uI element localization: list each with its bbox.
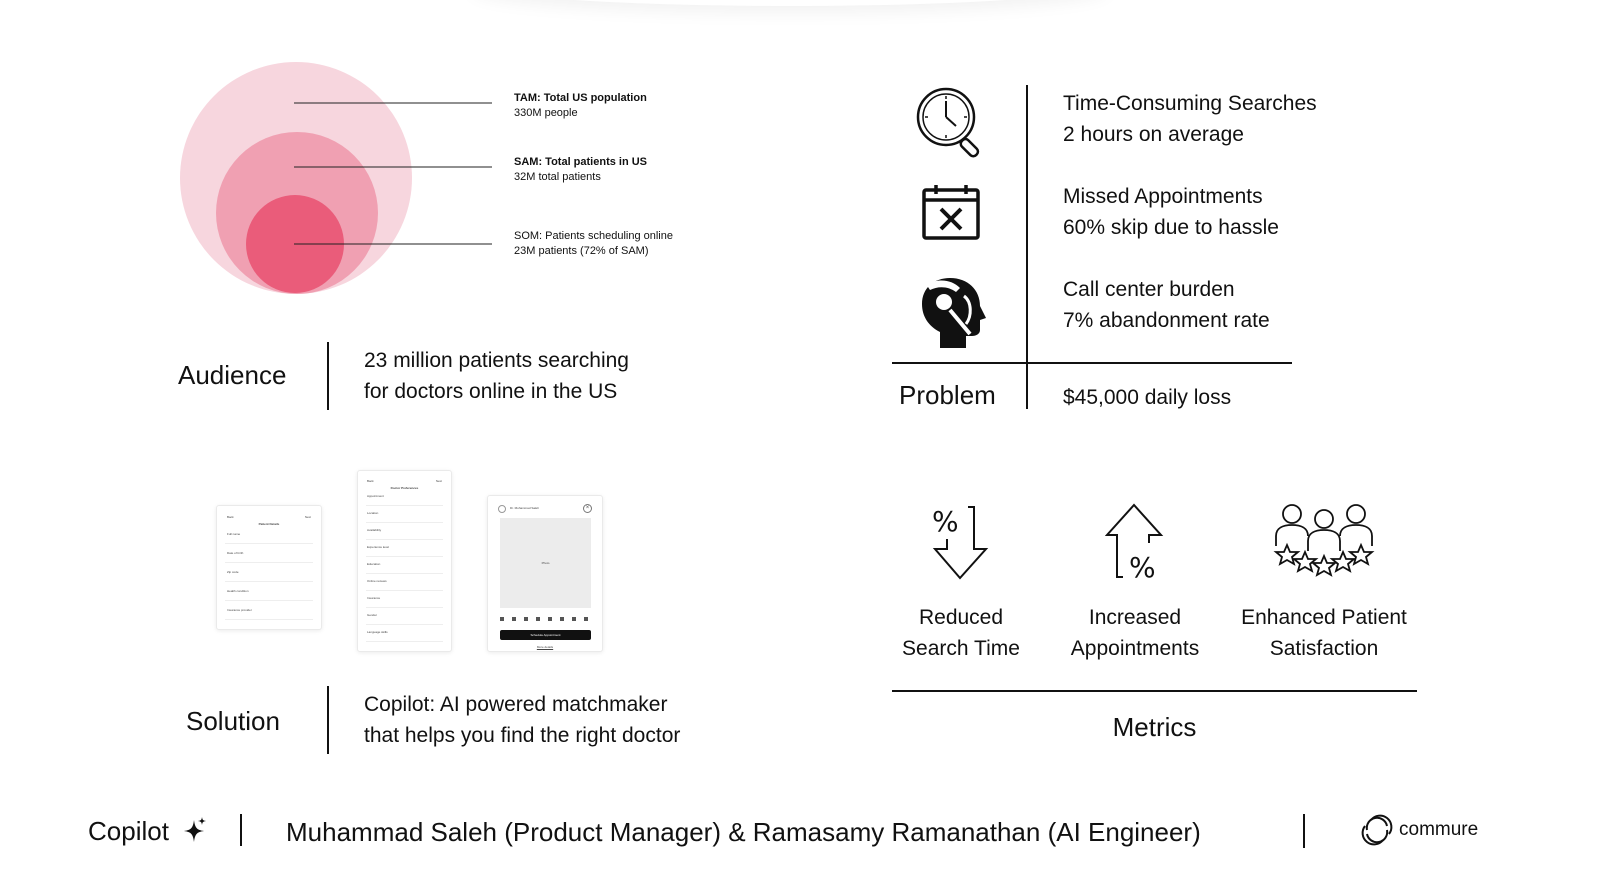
screen-title: Patient Details — [258, 522, 280, 526]
problem-item-detail: 60% skip due to hassle — [1063, 216, 1279, 239]
more-details-link[interactable]: More details — [536, 645, 554, 649]
doctor-card-screen — [487, 495, 603, 652]
avatar — [498, 505, 506, 513]
problem-title: Problem — [899, 380, 996, 410]
footer-divider-left — [240, 814, 242, 846]
metrics-title: Metrics — [1112, 712, 1197, 742]
metric-enhanced-satisfaction — [1224, 602, 1424, 664]
next-link: Next — [435, 479, 442, 483]
field-label: Gender — [367, 613, 378, 617]
metric-line2: Satisfaction — [1269, 637, 1379, 660]
doctor-name: Dr. Muhammad Saleh — [510, 506, 540, 510]
top-shadow — [470, 0, 1110, 6]
percent-down-icon — [930, 503, 990, 583]
button-label: Schedule Appointment — [530, 633, 561, 637]
metric-line1: Increased — [1088, 606, 1182, 629]
som-label — [514, 229, 673, 259]
field-label: Appointment — [367, 494, 384, 498]
daily-loss: $45,000 daily loss — [1063, 386, 1232, 409]
solution-divider — [327, 686, 329, 754]
metric-line1: Reduced — [918, 606, 1004, 629]
som-title: SOM: Patients scheduling online — [514, 230, 673, 242]
problem-item-callcenter — [1063, 274, 1270, 336]
doctor-photo-placeholder — [500, 518, 591, 608]
field-label: Online reviews — [367, 579, 387, 583]
clock-search-icon — [915, 86, 989, 160]
product-name: Copilot — [88, 816, 169, 846]
field-label: Health condition — [227, 589, 249, 593]
solution-title: Solution — [186, 706, 280, 736]
field-label: Language skills — [367, 630, 388, 634]
tam-title: TAM: Total US population — [514, 92, 647, 104]
people-stars-icon — [1273, 502, 1375, 584]
field-label: Full name — [227, 532, 241, 536]
doctor-stats-row — [500, 617, 591, 621]
patient-details-screen — [216, 505, 322, 630]
metric-line2: Appointments — [1070, 637, 1200, 660]
svg-text:%: % — [1129, 551, 1156, 583]
problem-horizontal-divider — [892, 362, 1292, 364]
metric-reduced-search — [881, 602, 1041, 664]
close-icon[interactable]: × — [583, 504, 592, 513]
sparkle-icon — [182, 816, 208, 844]
problem-item-detail: 2 hours on average — [1063, 123, 1244, 146]
field-label: Zip code — [227, 570, 239, 574]
commure-logo-icon — [1361, 814, 1393, 846]
metrics-divider — [892, 690, 1417, 692]
doctor-preferences-screen — [357, 470, 452, 652]
solution-desc-line2: that helps you find the right doctor — [364, 724, 681, 747]
problem-item-searches — [1063, 88, 1317, 150]
head-people-icon — [920, 276, 992, 350]
photo-label: Photo — [541, 561, 550, 565]
sam-label — [514, 155, 647, 185]
calendar-x-icon — [920, 183, 982, 243]
problem-item-appointments — [1063, 181, 1279, 243]
sam-value: 32M total patients — [514, 171, 601, 183]
field-label: Insurance — [367, 596, 381, 600]
problem-item-detail: 7% abandonment rate — [1063, 309, 1270, 332]
tam-value: 330M people — [514, 107, 578, 119]
next-link: Next — [304, 515, 311, 519]
sam-title: SAM: Total patients in US — [514, 156, 648, 168]
field-label: Date of birth — [227, 551, 244, 555]
footer-divider-right — [1303, 814, 1305, 848]
svg-text:%: % — [932, 505, 959, 538]
som-value: 23M patients (72% of SAM) — [514, 245, 649, 257]
field-label: Insurance provider — [227, 608, 252, 612]
audience-desc-line2: for doctors online in the US — [364, 380, 618, 403]
field-label: Availability — [367, 528, 382, 532]
screen-title: Doctor Preferences — [390, 486, 419, 490]
back-link: Back — [227, 515, 234, 519]
audience-divider — [327, 342, 329, 410]
metric-increased-appointments — [1055, 602, 1215, 664]
tam-label — [514, 91, 647, 121]
metric-line2: Search Time — [902, 637, 1020, 660]
metric-line1: Enhanced Patient — [1241, 606, 1407, 629]
problem-vertical-divider — [1026, 85, 1028, 409]
back-link: Back — [367, 479, 374, 483]
field-label: Experience level — [367, 545, 390, 549]
problem-item-title: Missed Appointments — [1063, 185, 1263, 208]
commure-logo-text: commure — [1399, 819, 1479, 840]
problem-item-title: Time-Consuming Searches — [1063, 92, 1317, 115]
field-label: Education — [367, 562, 381, 566]
authors: Muhammad Saleh (Product Manager) & Ramasamy Ramanathan (AI Engineer) — [286, 817, 1201, 847]
schedule-appointment-button[interactable] — [500, 630, 591, 640]
solution-description — [364, 689, 680, 751]
field-label: Location — [367, 511, 379, 515]
solution-desc-line1: Copilot: AI powered matchmaker — [364, 693, 668, 716]
audience-title: Audience — [178, 360, 287, 390]
percent-up-icon — [1105, 503, 1165, 583]
problem-item-title: Call center burden — [1063, 278, 1235, 301]
audience-description — [364, 345, 629, 407]
audience-desc-line1: 23 million patients searching — [364, 349, 629, 372]
